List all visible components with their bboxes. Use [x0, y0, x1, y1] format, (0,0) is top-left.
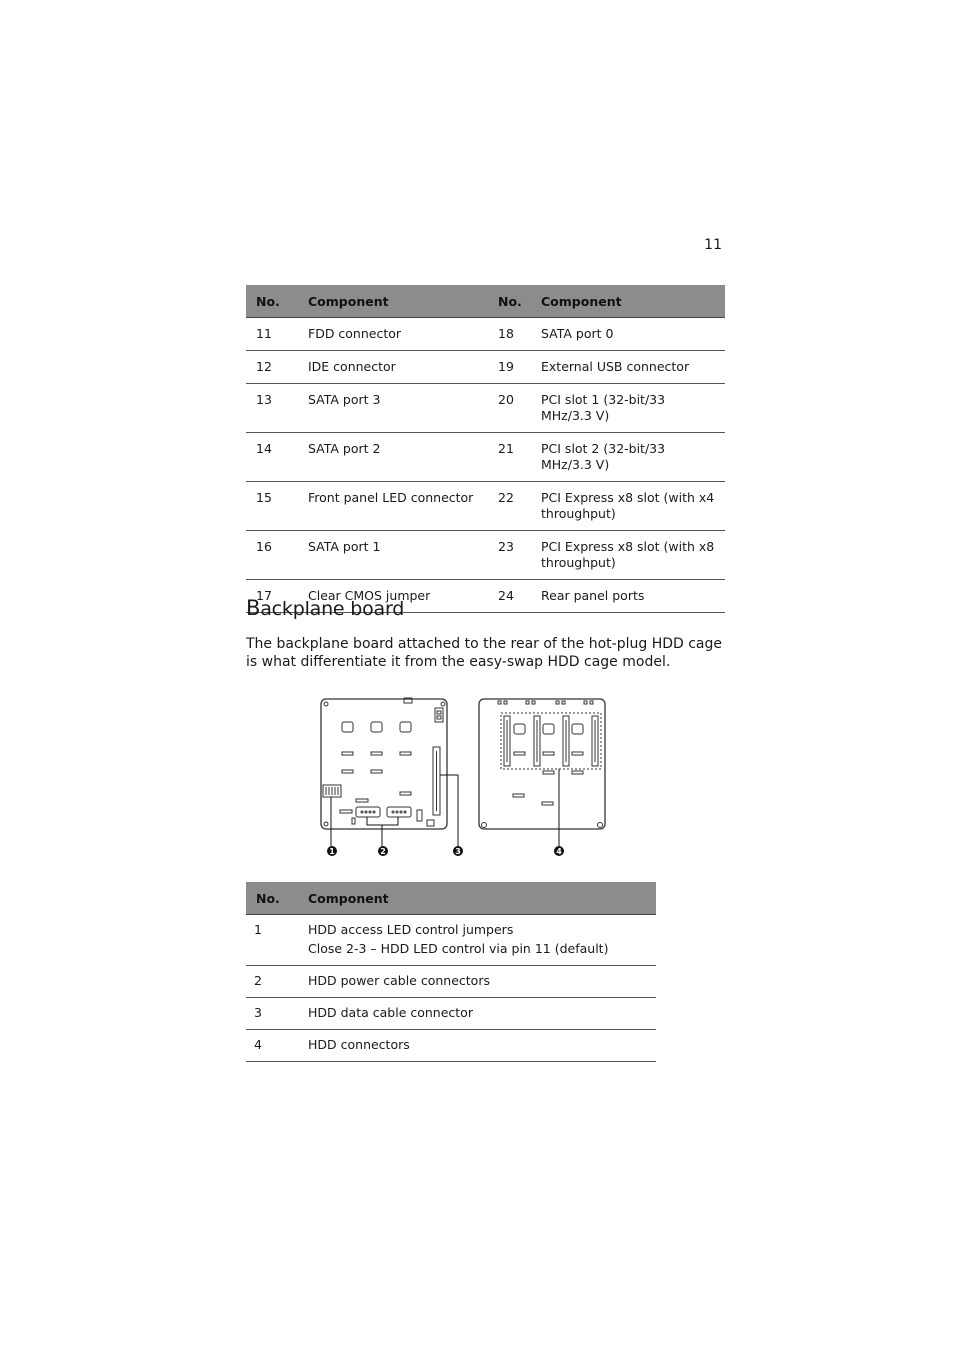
hdd-power-connector	[387, 807, 411, 817]
cell-no: 18	[490, 318, 533, 351]
section-heading	[246, 596, 404, 620]
header-no: No.	[246, 882, 300, 915]
cell-no: 15	[246, 482, 300, 531]
callout-3-label: 3	[455, 847, 461, 856]
component-name: HDD access LED control jumpers	[308, 922, 514, 937]
cell-no: 2	[246, 966, 300, 998]
header-component: Component	[533, 285, 725, 318]
cell-no: 24	[490, 580, 533, 613]
cell-no: 17	[246, 580, 300, 613]
cell-no: 22	[490, 482, 533, 531]
cell-component: SATA port 3	[300, 384, 490, 433]
table-row	[246, 1030, 656, 1062]
backplane-board-diagram	[316, 694, 616, 860]
cell-no: 19	[490, 351, 533, 384]
table-header-row	[246, 882, 656, 915]
heading-initial: B	[246, 596, 261, 620]
header-no: No.	[490, 285, 533, 318]
cell-component: PCI slot 1 (32-bit/33 MHz/3.3 V)	[533, 384, 725, 433]
cell-component: Rear panel ports	[533, 580, 725, 613]
callout-1-label: 1	[329, 847, 335, 856]
callout-2-label: 2	[380, 847, 386, 856]
table-row	[246, 531, 725, 580]
header-component: Component	[300, 882, 656, 915]
table-row	[246, 998, 656, 1030]
components-table	[246, 285, 725, 613]
header-no: No.	[246, 285, 300, 318]
cell-no: 16	[246, 531, 300, 580]
callout-1-marker	[327, 846, 337, 856]
cell-no: 13	[246, 384, 300, 433]
heading-rest: ackplane board	[260, 598, 405, 620]
table-header-row	[246, 285, 725, 318]
table-row	[246, 482, 725, 531]
page-number: 11	[704, 237, 722, 253]
callout-3-marker	[453, 846, 463, 856]
cell-component	[300, 915, 656, 966]
cell-component: HDD power cable connectors	[300, 966, 656, 998]
cell-no: 23	[490, 531, 533, 580]
cell-component: IDE connector	[300, 351, 490, 384]
cell-component: Front panel LED connector	[300, 482, 490, 531]
cell-component: PCI Express x8 slot (with x4 throughput)	[533, 482, 725, 531]
table-row	[246, 915, 656, 966]
callout-4-marker	[554, 846, 564, 856]
cell-component: External USB connector	[533, 351, 725, 384]
table-row	[246, 966, 656, 998]
cell-component: SATA port 1	[300, 531, 490, 580]
cell-component: PCI Express x8 slot (with x8 throughput)	[533, 531, 725, 580]
backplane-components-table	[246, 882, 656, 1062]
cell-no: 20	[490, 384, 533, 433]
table-row	[246, 384, 725, 433]
cell-component: HDD connectors	[300, 1030, 656, 1062]
table-row	[246, 318, 725, 351]
cell-component: HDD data cable connector	[300, 998, 656, 1030]
cell-component: SATA port 0	[533, 318, 725, 351]
header-component: Component	[300, 285, 490, 318]
cell-no: 14	[246, 433, 300, 482]
backplane-rear-board	[479, 699, 605, 829]
section-body-text: The backplane board attached to the rear of the hot-plug HDD cage is what differentiate it from the easy-swap HDD cage model.	[246, 636, 723, 670]
cell-component: Clear CMOS jumper	[300, 580, 490, 613]
component-note: Close 2-3 – HDD LED control via pin 11 (default)	[308, 941, 609, 956]
cell-no: 3	[246, 998, 300, 1030]
table-row	[246, 433, 725, 482]
cell-no: 11	[246, 318, 300, 351]
cell-component: PCI slot 2 (32-bit/33 MHz/3.3 V)	[533, 433, 725, 482]
cell-no: 12	[246, 351, 300, 384]
cell-component: FDD connector	[300, 318, 490, 351]
table-row	[246, 351, 725, 384]
hdd-power-connector	[356, 807, 380, 817]
callout-4-label: 4	[556, 847, 562, 856]
cell-no: 4	[246, 1030, 300, 1062]
cell-no: 1	[246, 915, 300, 966]
callout-2-marker	[378, 846, 388, 856]
cell-component: SATA port 2	[300, 433, 490, 482]
cell-no: 21	[490, 433, 533, 482]
